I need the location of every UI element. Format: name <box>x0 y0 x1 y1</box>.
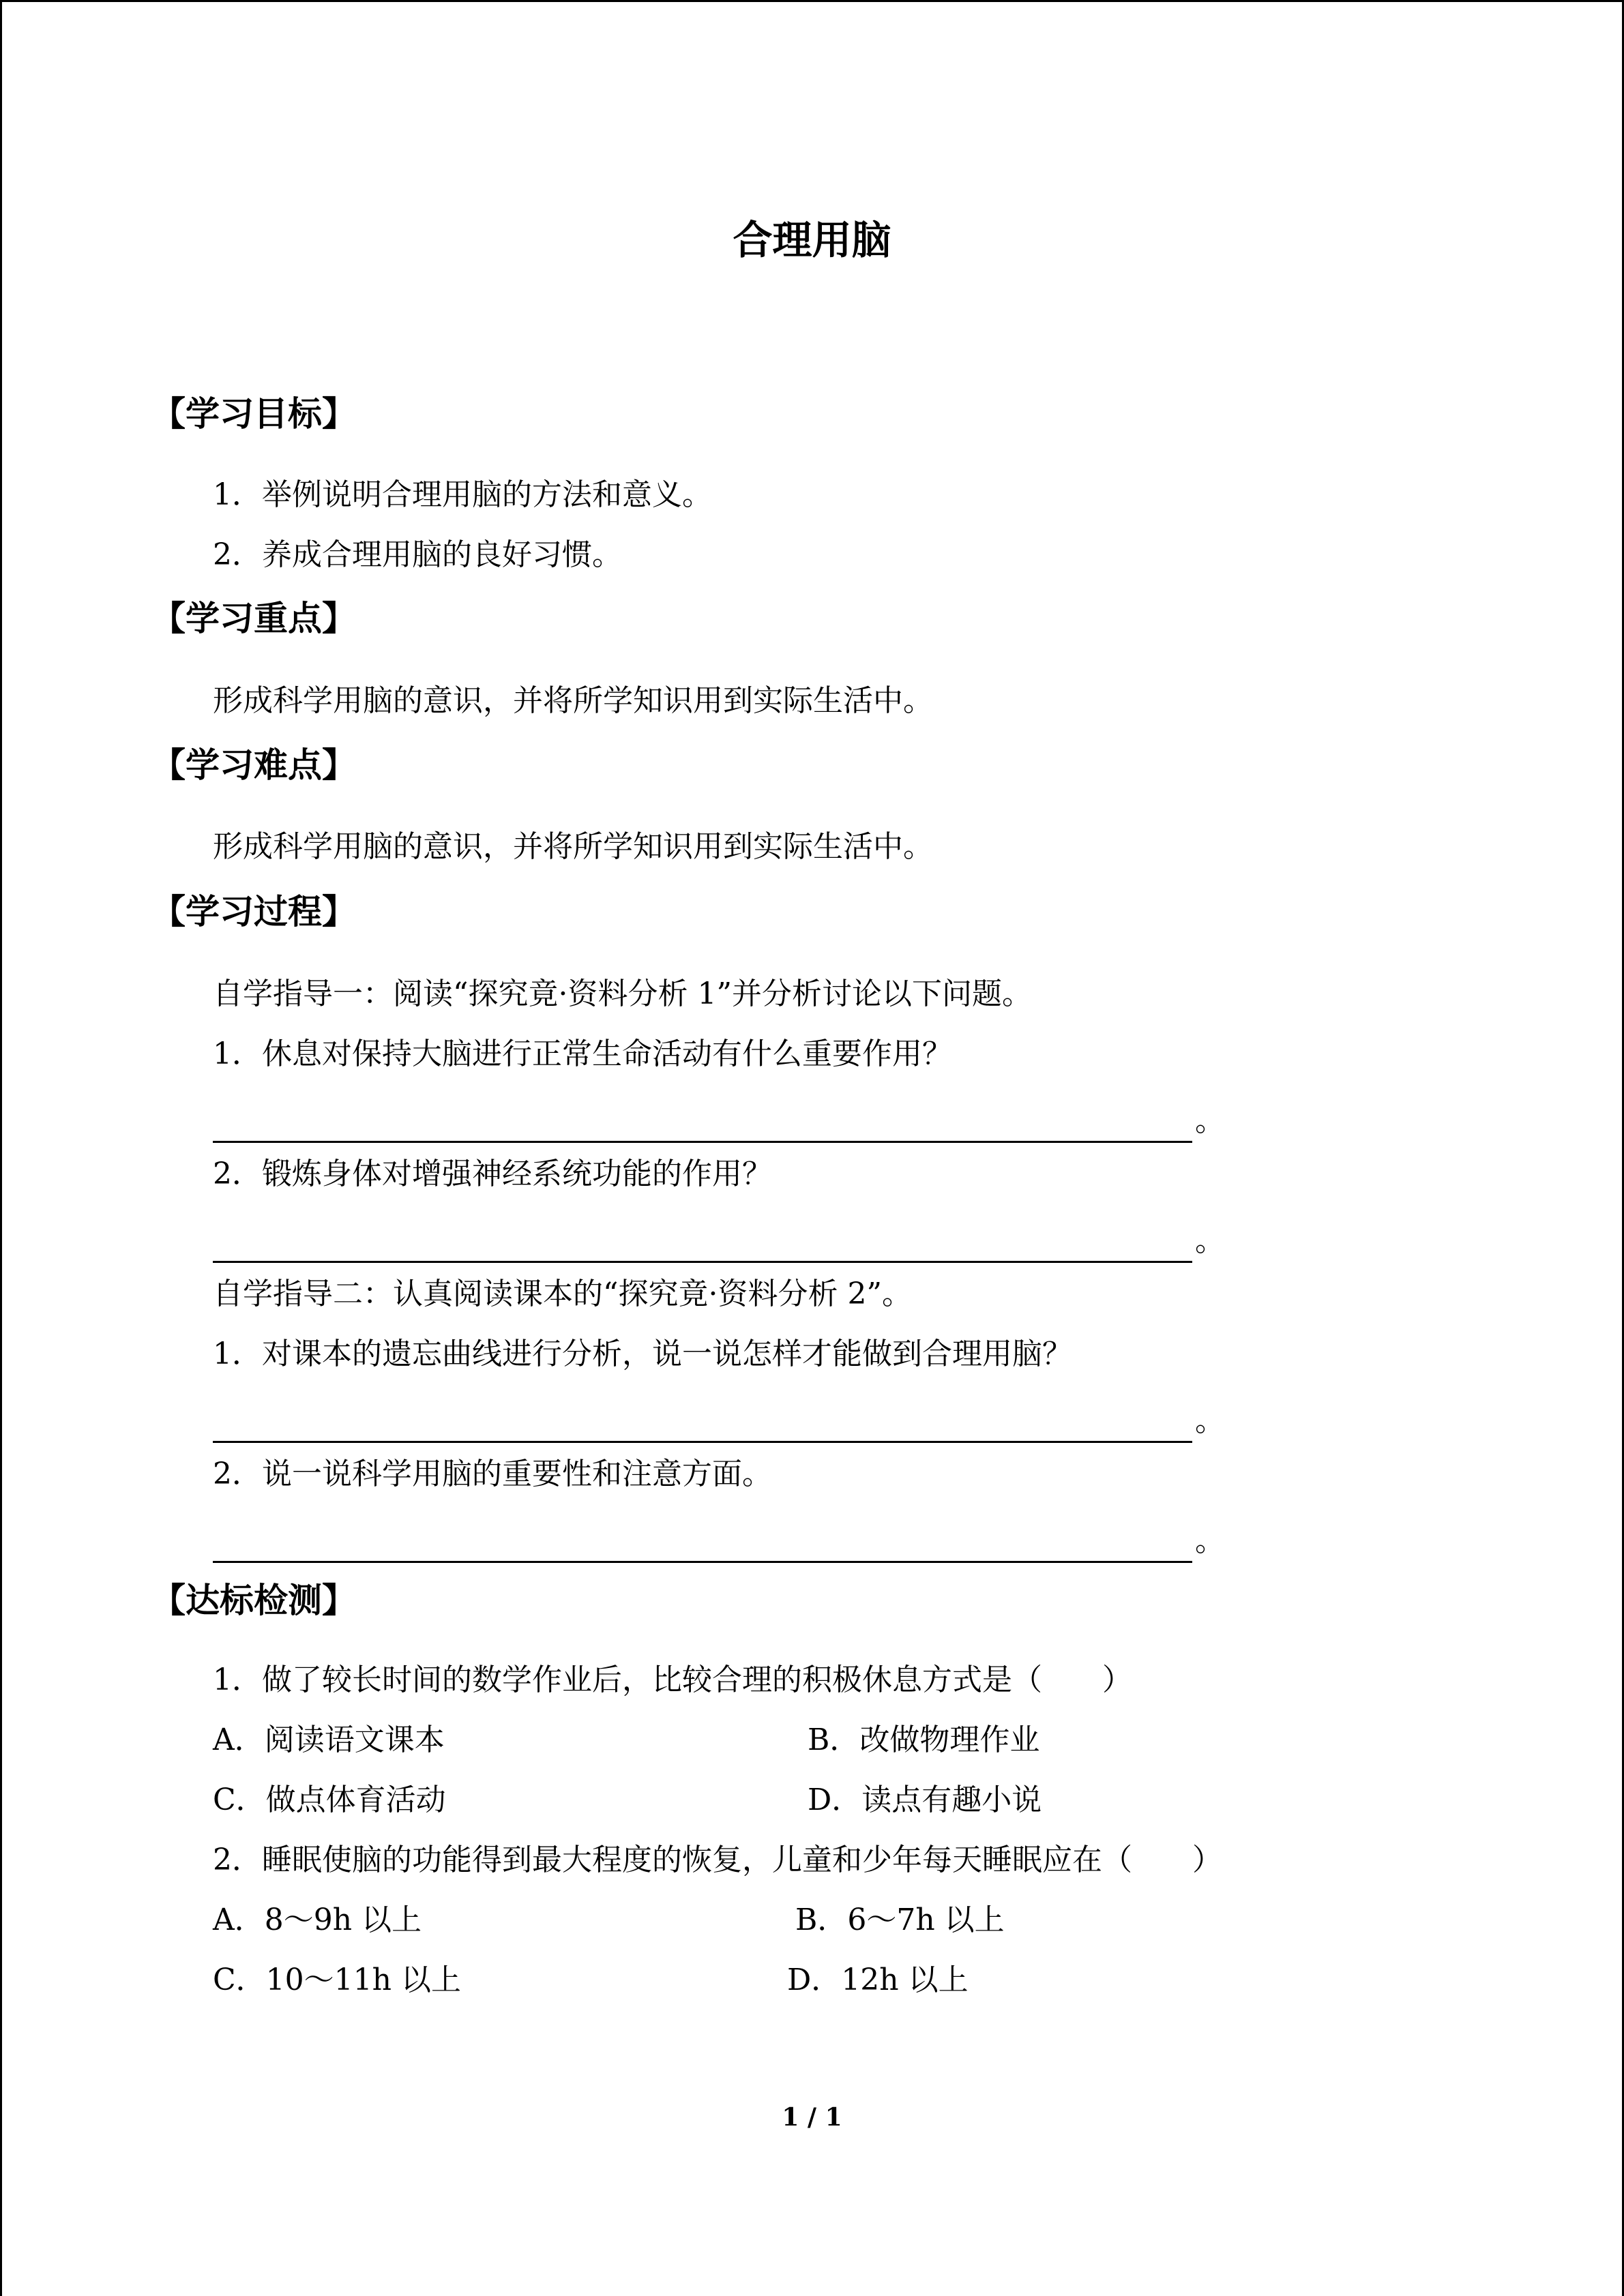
guide-1-question-1: 1．休息对保持大脑进行正常生命活动有什么重要作用？ <box>213 1037 952 1071</box>
q1-option-a[interactable]: A．阅读语文课本 <box>213 1723 445 1757</box>
objective-item-1: 1．举例说明合理用脑的方法和意义。 <box>213 477 712 512</box>
answer-blank-3[interactable] <box>213 1399 1225 1443</box>
blank-period: 。 <box>1195 1223 1225 1258</box>
answer-line[interactable] <box>213 1528 1192 1563</box>
heading-test: 【达标检测】 <box>151 1581 356 1620</box>
guide-2-question-2: 2．说一说科学用脑的重要性和注意方面。 <box>213 1457 772 1491</box>
answer-blank-1[interactable] <box>213 1099 1225 1143</box>
guide-1-question-2: 2．锻炼身体对增强神经系统功能的作用？ <box>213 1157 772 1191</box>
blank-period: 。 <box>1195 1403 1225 1438</box>
q2-option-b[interactable]: B．6～7h 以上 <box>795 1903 1005 1937</box>
q2-option-c[interactable]: C．10～11h 以上 <box>213 1963 461 1997</box>
page-title: 合理用脑 <box>733 217 891 263</box>
blank-period: 。 <box>1195 1103 1225 1138</box>
q1-option-d[interactable]: D．读点有趣小说 <box>808 1783 1042 1817</box>
heading-key-points: 【学习重点】 <box>151 599 356 638</box>
answer-blank-4[interactable] <box>213 1519 1225 1563</box>
answer-blank-2[interactable] <box>213 1219 1225 1263</box>
q1-option-c[interactable]: C．做点体育活动 <box>213 1783 446 1817</box>
guide-1-text: 自学指导一：阅读“探究竟·资料分析 1”并分析讨论以下问题。 <box>213 976 1032 1011</box>
answer-line[interactable] <box>213 1408 1192 1443</box>
difficulties-text: 形成科学用脑的意识，并将所学知识用到实际生活中。 <box>213 829 933 864</box>
heading-process: 【学习过程】 <box>151 892 356 931</box>
blank-period: 。 <box>1195 1523 1225 1558</box>
test-question-1: 1．做了较长时间的数学作业后，比较合理的积极休息方式是（ ） <box>213 1663 1132 1697</box>
guide-2-text: 自学指导二：认真阅读课本的“探究竟·资料分析 2”。 <box>213 1277 912 1311</box>
guide-2-question-1: 1．对课本的遗忘曲线进行分析，说一说怎样才能做到合理用脑？ <box>213 1337 1072 1371</box>
answer-line[interactable] <box>213 1108 1192 1143</box>
key-points-text: 形成科学用脑的意识，并将所学知识用到实际生活中。 <box>213 683 933 718</box>
answer-line[interactable] <box>213 1228 1192 1263</box>
q1-option-b[interactable]: B．改做物理作业 <box>808 1723 1040 1757</box>
heading-objectives: 【学习目标】 <box>151 394 356 434</box>
q2-option-d[interactable]: D．12h 以上 <box>787 1963 969 1997</box>
objective-item-2: 2．养成合理用脑的良好习惯。 <box>213 537 622 572</box>
q2-option-a[interactable]: A．8～9h 以上 <box>213 1903 422 1937</box>
page-number: 1 / 1 <box>782 2103 842 2132</box>
heading-difficulties: 【学习难点】 <box>151 745 356 785</box>
test-question-2: 2．睡眠使脑的功能得到最大程度的恢复，儿童和少年每天睡眠应在（ ） <box>213 1843 1222 1877</box>
